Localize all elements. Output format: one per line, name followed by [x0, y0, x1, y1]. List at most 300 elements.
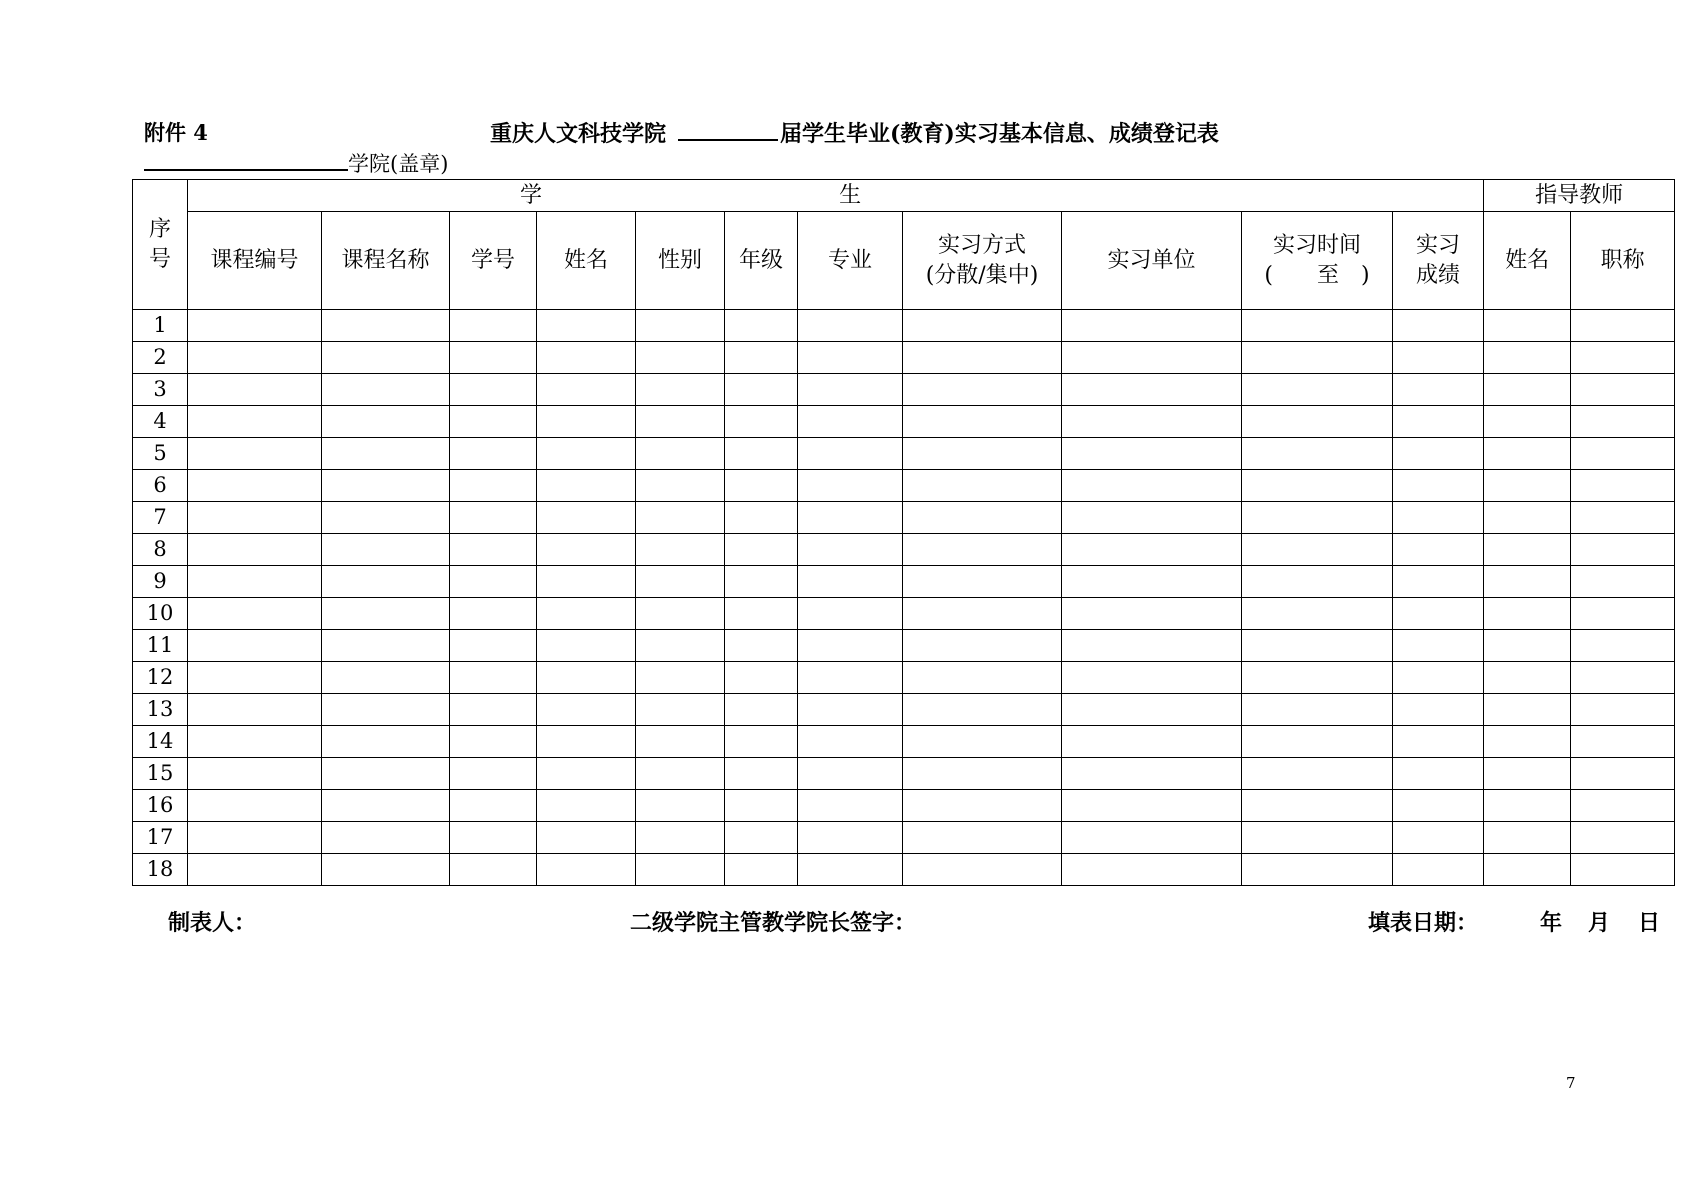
table-cell[interactable] [1571, 822, 1675, 854]
page-number: 7 [1566, 1074, 1576, 1092]
table-cell[interactable] [1242, 598, 1393, 630]
table-cell[interactable] [725, 374, 798, 406]
col-major: 专业 [798, 212, 903, 310]
table-cell[interactable] [725, 502, 798, 534]
table-cell[interactable] [450, 694, 537, 726]
table-cell[interactable] [903, 630, 1062, 662]
table-row [133, 822, 1675, 854]
table-cell[interactable] [1393, 726, 1484, 758]
table-cell[interactable] [1571, 790, 1675, 822]
table-cell[interactable] [1062, 342, 1242, 374]
table-cell[interactable] [537, 630, 636, 662]
row-number: 14 [133, 726, 188, 758]
table-cell[interactable] [537, 502, 636, 534]
table-cell[interactable] [188, 822, 322, 854]
header-row-groups [133, 180, 1675, 212]
table-row [133, 790, 1675, 822]
table-cell[interactable] [798, 406, 903, 438]
table-cell[interactable] [903, 790, 1062, 822]
table-cell[interactable] [322, 694, 450, 726]
table-cell[interactable] [188, 598, 322, 630]
table-cell[interactable] [798, 566, 903, 598]
table-cell[interactable] [725, 406, 798, 438]
table-cell[interactable] [1571, 566, 1675, 598]
row-number: 3 [133, 374, 188, 406]
table-cell[interactable] [1242, 822, 1393, 854]
table-row [133, 502, 1675, 534]
table-cell[interactable] [450, 790, 537, 822]
table-cell[interactable] [903, 598, 1062, 630]
table-cell[interactable] [903, 758, 1062, 790]
row-number: 13 [133, 694, 188, 726]
table-cell[interactable] [188, 630, 322, 662]
col-score: 实习 成绩 [1393, 212, 1484, 310]
table-cell[interactable] [1062, 726, 1242, 758]
preparer-label: 制表人： [168, 910, 257, 936]
table-cell[interactable] [636, 758, 725, 790]
table-cell[interactable] [322, 534, 450, 566]
table-cell[interactable] [725, 342, 798, 374]
table-cell[interactable] [1484, 758, 1571, 790]
table-cell[interactable] [537, 470, 636, 502]
attachment-label: 附件 4 [144, 120, 208, 145]
table-cell[interactable] [798, 630, 903, 662]
table-cell[interactable] [1062, 374, 1242, 406]
table-cell[interactable] [636, 374, 725, 406]
table-row [133, 534, 1675, 566]
table-cell[interactable] [1484, 854, 1571, 886]
table-cell[interactable] [725, 598, 798, 630]
table-cell[interactable] [1242, 502, 1393, 534]
table-row [133, 374, 1675, 406]
table-cell[interactable] [188, 662, 322, 694]
col-time: 实习时间 ( 至 ) [1242, 212, 1393, 310]
table-cell[interactable] [1062, 790, 1242, 822]
table-cell[interactable] [450, 534, 537, 566]
table-row [133, 662, 1675, 694]
table-cell[interactable] [322, 662, 450, 694]
table-cell[interactable] [636, 470, 725, 502]
table-cell[interactable] [1571, 406, 1675, 438]
table-cell[interactable] [725, 566, 798, 598]
table-cell[interactable] [450, 374, 537, 406]
table-cell[interactable] [636, 502, 725, 534]
table-cell[interactable] [1242, 694, 1393, 726]
table-cell[interactable] [1484, 566, 1571, 598]
table-cell[interactable] [903, 470, 1062, 502]
row-number: 1 [133, 310, 188, 342]
table-cell[interactable] [1484, 822, 1571, 854]
table-cell[interactable] [1571, 758, 1675, 790]
table-cell[interactable] [1242, 758, 1393, 790]
college-line [144, 148, 448, 178]
table-cell[interactable] [1242, 566, 1393, 598]
students-group-header: 学 生 [188, 180, 1484, 212]
table-cell[interactable] [903, 534, 1062, 566]
table-cell[interactable] [1571, 374, 1675, 406]
teacher-group-header: 指导教师 [1484, 180, 1675, 212]
table-cell[interactable] [1484, 694, 1571, 726]
table-cell[interactable] [903, 566, 1062, 598]
table-row [133, 854, 1675, 886]
table-cell[interactable] [1484, 726, 1571, 758]
table-cell[interactable] [537, 790, 636, 822]
table-cell[interactable] [537, 438, 636, 470]
table-cell[interactable] [537, 374, 636, 406]
row-number: 11 [133, 630, 188, 662]
table-cell[interactable] [1393, 502, 1484, 534]
table-cell[interactable] [450, 566, 537, 598]
col-name: 姓名 [537, 212, 636, 310]
row-number: 4 [133, 406, 188, 438]
table-cell[interactable] [188, 310, 322, 342]
table-cell[interactable] [725, 694, 798, 726]
table-cell[interactable] [1393, 694, 1484, 726]
table-cell[interactable] [725, 790, 798, 822]
table-row [133, 566, 1675, 598]
table-cell[interactable] [636, 630, 725, 662]
table-cell[interactable] [450, 854, 537, 886]
table-cell[interactable] [725, 470, 798, 502]
col-grade: 年级 [725, 212, 798, 310]
table-cell[interactable] [1393, 566, 1484, 598]
table-cell[interactable] [1242, 534, 1393, 566]
table-cell[interactable] [322, 406, 450, 438]
table-cell[interactable] [1242, 342, 1393, 374]
table-cell[interactable] [798, 502, 903, 534]
table-cell[interactable] [450, 310, 537, 342]
table-cell[interactable] [1484, 470, 1571, 502]
row-number: 7 [133, 502, 188, 534]
table-cell[interactable] [537, 342, 636, 374]
row-number: 5 [133, 438, 188, 470]
date-year: 年 [1540, 910, 1563, 936]
table-cell[interactable] [1062, 630, 1242, 662]
table-cell[interactable] [636, 694, 725, 726]
table-cell[interactable] [1242, 406, 1393, 438]
table-cell[interactable] [450, 470, 537, 502]
table-cell[interactable] [903, 374, 1062, 406]
table-cell[interactable] [537, 726, 636, 758]
table-cell[interactable] [798, 854, 903, 886]
table-cell[interactable] [322, 470, 450, 502]
table-cell[interactable] [636, 534, 725, 566]
table-cell[interactable] [1484, 310, 1571, 342]
table-cell[interactable] [1571, 534, 1675, 566]
table-cell[interactable] [1571, 694, 1675, 726]
table-cell[interactable] [1242, 374, 1393, 406]
table-cell[interactable] [1571, 598, 1675, 630]
table-body [133, 310, 1675, 886]
table-cell[interactable] [1062, 566, 1242, 598]
table-row [133, 438, 1675, 470]
title-suffix: 届学生毕业(教育)实习基本信息、成绩登记表 [780, 121, 1219, 147]
table-row [133, 310, 1675, 342]
title-prefix: 重庆人文科技学院 [490, 121, 667, 147]
table-cell[interactable] [322, 310, 450, 342]
table-cell[interactable] [1393, 598, 1484, 630]
table-cell[interactable] [903, 342, 1062, 374]
table-cell[interactable] [537, 822, 636, 854]
table-cell[interactable] [1062, 406, 1242, 438]
table-cell[interactable] [1393, 342, 1484, 374]
row-number: 2 [133, 342, 188, 374]
table-row [133, 694, 1675, 726]
table-cell[interactable] [903, 694, 1062, 726]
table-cell[interactable] [537, 310, 636, 342]
table-cell[interactable] [1062, 534, 1242, 566]
row-number: 9 [133, 566, 188, 598]
table-cell[interactable] [636, 438, 725, 470]
table-cell[interactable] [1393, 854, 1484, 886]
table-cell[interactable] [1062, 758, 1242, 790]
table-cell[interactable] [1393, 630, 1484, 662]
table-cell[interactable] [450, 822, 537, 854]
table-cell[interactable] [636, 342, 725, 374]
table-cell[interactable] [1393, 758, 1484, 790]
table-cell[interactable] [188, 406, 322, 438]
table-cell[interactable] [1484, 438, 1571, 470]
table-cell[interactable] [450, 342, 537, 374]
table-cell[interactable] [798, 662, 903, 694]
table-cell[interactable] [1571, 502, 1675, 534]
table-cell[interactable] [322, 374, 450, 406]
table-cell[interactable] [537, 406, 636, 438]
table-cell[interactable] [1484, 406, 1571, 438]
table-cell[interactable] [322, 502, 450, 534]
table-cell[interactable] [798, 694, 903, 726]
table-cell[interactable] [450, 758, 537, 790]
table-cell[interactable] [322, 630, 450, 662]
table-cell[interactable] [1571, 726, 1675, 758]
table-cell[interactable] [1062, 470, 1242, 502]
table-cell[interactable] [188, 438, 322, 470]
table-cell[interactable] [1393, 534, 1484, 566]
row-number: 16 [133, 790, 188, 822]
table-cell[interactable] [798, 598, 903, 630]
table-cell[interactable] [1571, 854, 1675, 886]
table-cell[interactable] [1062, 694, 1242, 726]
table-cell[interactable] [188, 342, 322, 374]
table-cell[interactable] [636, 822, 725, 854]
table-cell[interactable] [188, 790, 322, 822]
table-cell[interactable] [1571, 662, 1675, 694]
table-cell[interactable] [1393, 310, 1484, 342]
table-cell[interactable] [636, 598, 725, 630]
table-cell[interactable] [537, 662, 636, 694]
table-cell[interactable] [322, 598, 450, 630]
table-cell[interactable] [1571, 310, 1675, 342]
table-cell[interactable] [1393, 438, 1484, 470]
table-cell[interactable] [537, 694, 636, 726]
table-cell[interactable] [725, 758, 798, 790]
table-cell[interactable] [1484, 374, 1571, 406]
table-cell[interactable] [1062, 310, 1242, 342]
table-cell[interactable] [903, 502, 1062, 534]
table-cell[interactable] [903, 406, 1062, 438]
table-cell[interactable] [1484, 598, 1571, 630]
table-cell[interactable] [537, 566, 636, 598]
table-cell[interactable] [725, 662, 798, 694]
table-cell[interactable] [1393, 790, 1484, 822]
table-cell[interactable] [450, 502, 537, 534]
table-cell[interactable] [188, 534, 322, 566]
table-row [133, 598, 1675, 630]
table-cell[interactable] [1571, 342, 1675, 374]
table-cell[interactable] [322, 854, 450, 886]
row-number: 10 [133, 598, 188, 630]
table-cell[interactable] [798, 758, 903, 790]
row-number: 17 [133, 822, 188, 854]
table-cell[interactable] [1242, 470, 1393, 502]
table-cell[interactable] [322, 566, 450, 598]
table-cell[interactable] [798, 470, 903, 502]
table-row [133, 758, 1675, 790]
table-cell[interactable] [450, 662, 537, 694]
table-cell[interactable] [188, 470, 322, 502]
table-cell[interactable] [450, 598, 537, 630]
row-number: 6 [133, 470, 188, 502]
table-cell[interactable] [798, 310, 903, 342]
table-cell[interactable] [636, 310, 725, 342]
table-cell[interactable] [188, 502, 322, 534]
table-row [133, 406, 1675, 438]
table-cell[interactable] [450, 406, 537, 438]
table-cell[interactable] [188, 854, 322, 886]
table-cell[interactable] [188, 758, 322, 790]
date-label: 填表日期： [1368, 910, 1479, 936]
table-cell[interactable] [1393, 822, 1484, 854]
table-cell[interactable] [1393, 406, 1484, 438]
header-row-columns [133, 212, 1675, 310]
table-cell[interactable] [903, 822, 1062, 854]
col-mode: 实习方式 (分散/集中) [903, 212, 1062, 310]
table-cell[interactable] [1242, 630, 1393, 662]
table-cell[interactable] [725, 726, 798, 758]
date-day: 日 [1638, 910, 1661, 936]
table-cell[interactable] [636, 854, 725, 886]
table-cell[interactable] [725, 534, 798, 566]
col-course-code: 课程编号 [188, 212, 322, 310]
table-cell[interactable] [1571, 470, 1675, 502]
dean-sign-label: 二级学院主管教学院长签字： [630, 910, 917, 936]
table-cell[interactable] [725, 310, 798, 342]
table-cell[interactable] [450, 726, 537, 758]
col-course-name: 课程名称 [322, 212, 450, 310]
table-cell[interactable] [322, 758, 450, 790]
row-number: 18 [133, 854, 188, 886]
table-cell[interactable] [903, 438, 1062, 470]
table-cell[interactable] [1393, 470, 1484, 502]
table-cell[interactable] [188, 726, 322, 758]
table-cell[interactable] [1062, 854, 1242, 886]
table-cell[interactable] [725, 854, 798, 886]
table-cell[interactable] [636, 566, 725, 598]
table-cell[interactable] [322, 342, 450, 374]
table-cell[interactable] [725, 438, 798, 470]
table-cell[interactable] [1062, 438, 1242, 470]
form-title [490, 117, 1219, 148]
table-cell[interactable] [322, 790, 450, 822]
table-cell[interactable] [725, 822, 798, 854]
table-cell[interactable] [1242, 854, 1393, 886]
table-cell[interactable] [537, 598, 636, 630]
table-cell[interactable] [322, 822, 450, 854]
table-cell[interactable] [537, 854, 636, 886]
table-cell[interactable] [188, 694, 322, 726]
table-cell[interactable] [903, 726, 1062, 758]
table-cell[interactable] [1242, 662, 1393, 694]
table-cell[interactable] [450, 438, 537, 470]
table-cell[interactable] [1062, 598, 1242, 630]
table-cell[interactable] [1571, 630, 1675, 662]
table-cell[interactable] [188, 374, 322, 406]
table-row [133, 630, 1675, 662]
table-cell[interactable] [636, 726, 725, 758]
table-cell[interactable] [1484, 502, 1571, 534]
table-cell[interactable] [1242, 310, 1393, 342]
table-cell[interactable] [798, 726, 903, 758]
college-label: 学院(盖章) [348, 152, 449, 176]
table-cell[interactable] [1242, 726, 1393, 758]
table-cell[interactable] [725, 630, 798, 662]
table-cell[interactable] [1242, 790, 1393, 822]
col-unit: 实习单位 [1062, 212, 1242, 310]
table-cell[interactable] [636, 790, 725, 822]
table-cell[interactable] [636, 662, 725, 694]
table-cell[interactable] [798, 790, 903, 822]
table-cell[interactable] [1484, 630, 1571, 662]
table-cell[interactable] [1242, 438, 1393, 470]
table-cell[interactable] [798, 342, 903, 374]
table-cell[interactable] [798, 374, 903, 406]
table-cell[interactable] [1484, 534, 1571, 566]
col-student-id: 学号 [450, 212, 537, 310]
table-cell[interactable] [798, 822, 903, 854]
year-blank[interactable] [678, 121, 778, 141]
row-number: 15 [133, 758, 188, 790]
table-row [133, 470, 1675, 502]
table-cell[interactable] [903, 854, 1062, 886]
table-cell[interactable] [903, 310, 1062, 342]
col-gender: 性别 [636, 212, 725, 310]
table-cell[interactable] [1062, 822, 1242, 854]
date-month: 月 [1588, 910, 1611, 936]
table-cell[interactable] [537, 758, 636, 790]
table-cell[interactable] [188, 566, 322, 598]
table-cell[interactable] [322, 438, 450, 470]
table-cell[interactable] [636, 406, 725, 438]
row-number: 8 [133, 534, 188, 566]
table-cell[interactable] [1062, 502, 1242, 534]
table-cell[interactable] [798, 534, 903, 566]
table-cell[interactable] [1571, 438, 1675, 470]
table-cell[interactable] [1393, 374, 1484, 406]
table-cell[interactable] [1393, 662, 1484, 694]
table-cell[interactable] [1484, 662, 1571, 694]
college-blank[interactable] [144, 151, 348, 171]
table-cell[interactable] [1484, 790, 1571, 822]
table-cell[interactable] [450, 630, 537, 662]
table-cell[interactable] [537, 534, 636, 566]
row-number: 12 [133, 662, 188, 694]
registration-table [132, 179, 1675, 886]
table-cell[interactable] [798, 438, 903, 470]
table-cell[interactable] [903, 662, 1062, 694]
table-cell[interactable] [1484, 342, 1571, 374]
table-cell[interactable] [1062, 662, 1242, 694]
table-cell[interactable] [322, 726, 450, 758]
